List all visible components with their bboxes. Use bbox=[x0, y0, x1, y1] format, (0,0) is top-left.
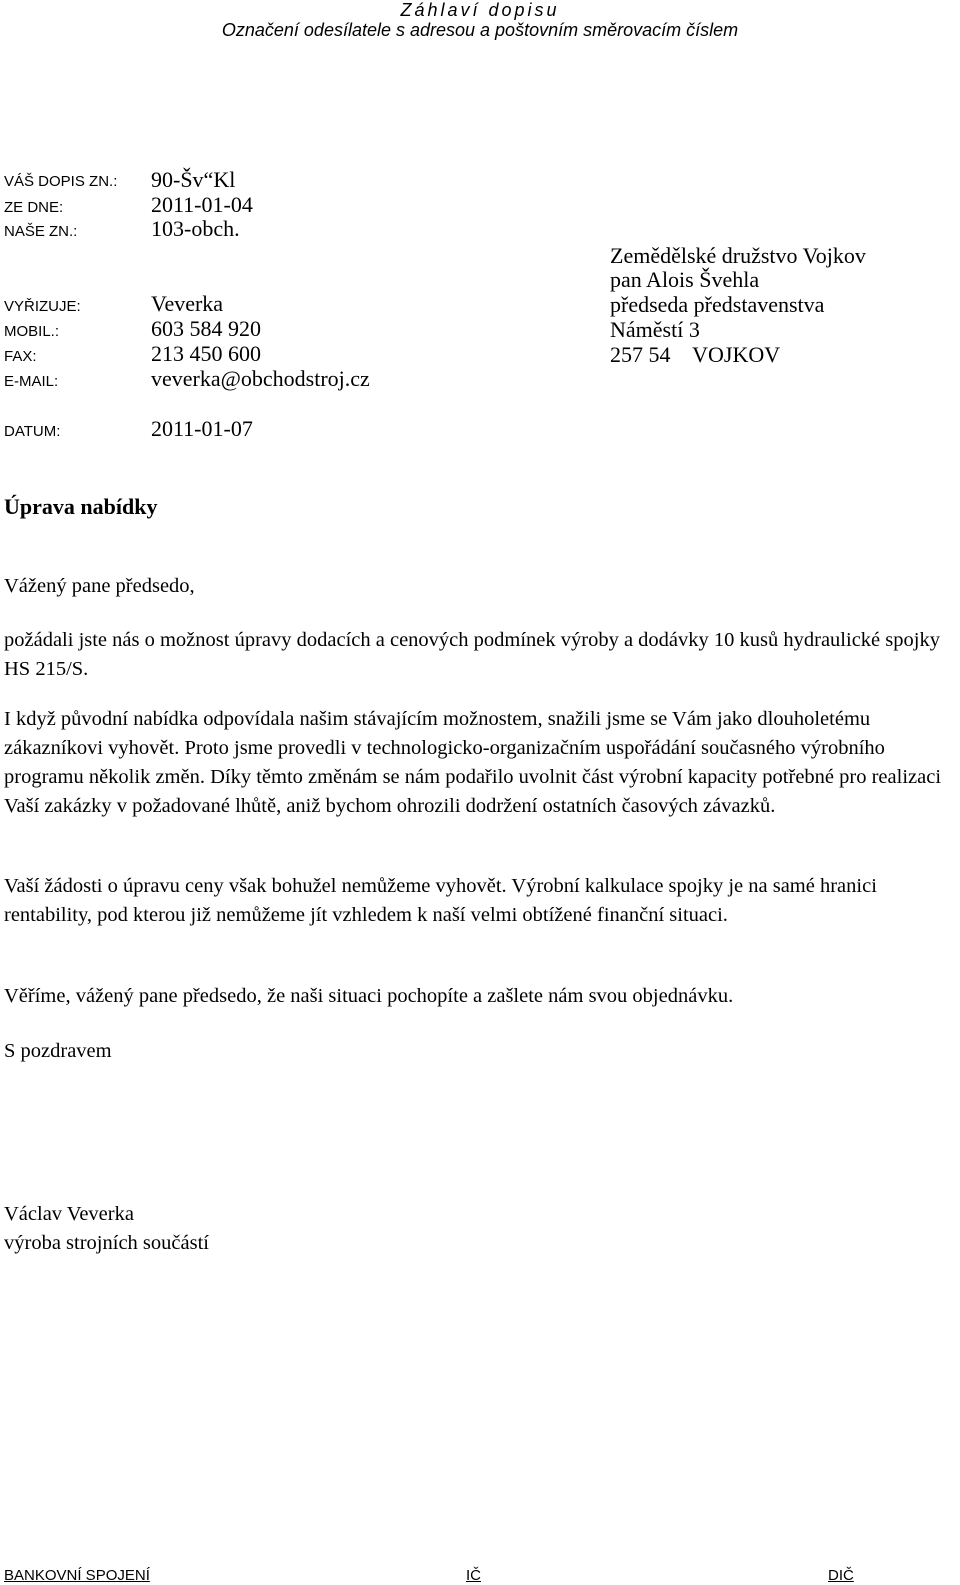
email-value: veverka@obchodstroj.cz bbox=[151, 366, 370, 391]
vyrizuje-value: Veverka bbox=[151, 291, 224, 316]
email-label: E-MAIL: bbox=[4, 373, 59, 390]
mobil-value: 603 584 920 bbox=[151, 316, 261, 341]
letterhead-title: Záhlaví dopisu bbox=[400, 0, 560, 20]
mobil-label: MOBIL.: bbox=[4, 323, 60, 340]
footer-dic: DIČ bbox=[828, 1567, 854, 1584]
fax-label: FAX: bbox=[4, 348, 37, 365]
letterhead-subtitle: Označení odesílatele s adresou a poštovním směrovacím číslem bbox=[221, 20, 739, 40]
nase-zn-label: NAŠE ZN.: bbox=[4, 223, 78, 240]
footer-bank: BANKOVNÍ SPOJENÍ bbox=[4, 1567, 150, 1584]
closing: S pozdravem bbox=[4, 1040, 112, 1062]
paragraph-2: I když původní nabídka odpovídala našim stávajícím možnostem, snažili jsme se Vám jako dlouholetému zákazníkovi vyhovět. Proto jsme provedli v technologicko-organizačním uspořádání současného výrobního programu několik změn. Díky těmto změnám se nám podařilo uvolnit část výrobní kapacity potřebné pro realizaci Vaší zakázky v požadované lhůtě, aniž bychom ohrozili dodržení ostatních časových závazků. bbox=[4, 708, 942, 817]
letter-subject: Úprava nabídky bbox=[4, 494, 158, 519]
paragraph-4: Věříme, vážený pane předsedo, že naši situaci pochopíte a zašlete nám svou objednávku. bbox=[4, 985, 734, 1007]
ze-dne-value: 2011-01-04 bbox=[151, 192, 253, 217]
datum-label: DATUM: bbox=[4, 423, 61, 440]
ze-dne-label: ZE DNE: bbox=[4, 199, 64, 216]
recipient-city: 257 54 VOJKOV bbox=[610, 342, 781, 367]
paragraph-1: požádali jste nás o možnost úpravy dodacích a cenových podmínek výroby a dodávky 10 kusů hydraulické spojky HS 215/S. bbox=[4, 629, 940, 680]
signer-name: Václav Veverka bbox=[4, 1203, 134, 1225]
recipient-name: pan Alois Švehla bbox=[610, 267, 760, 292]
fax-value: 213 450 600 bbox=[151, 341, 261, 366]
nase-zn-value: 103-obch. bbox=[151, 216, 240, 241]
paragraph-3: Vaší žádosti o úpravu ceny však bohužel nemůžeme vyhovět. Výrobní kalkulace spojky je na samé hranici rentability, pod kterou již nemůžeme jít vzhledem k naší velmi obtížené finanční situaci. bbox=[4, 875, 877, 926]
vas-dopis-value: 90-Šv“Kl bbox=[151, 167, 236, 192]
recipient-position: předseda představenstva bbox=[610, 292, 825, 317]
footer-ic: IČ bbox=[466, 1567, 481, 1584]
recipient-street: Náměstí 3 bbox=[610, 317, 700, 342]
vyrizuje-label: VYŘIZUJE: bbox=[4, 298, 81, 315]
recipient-company: Zemědělské družstvo Vojkov bbox=[610, 243, 866, 268]
signer-title: výroba strojních součástí bbox=[4, 1232, 209, 1254]
datum-value: 2011-01-07 bbox=[151, 416, 253, 441]
vas-dopis-label: VÁŠ DOPIS ZN.: bbox=[4, 173, 118, 190]
salutation: Vážený pane předsedo, bbox=[4, 575, 195, 597]
